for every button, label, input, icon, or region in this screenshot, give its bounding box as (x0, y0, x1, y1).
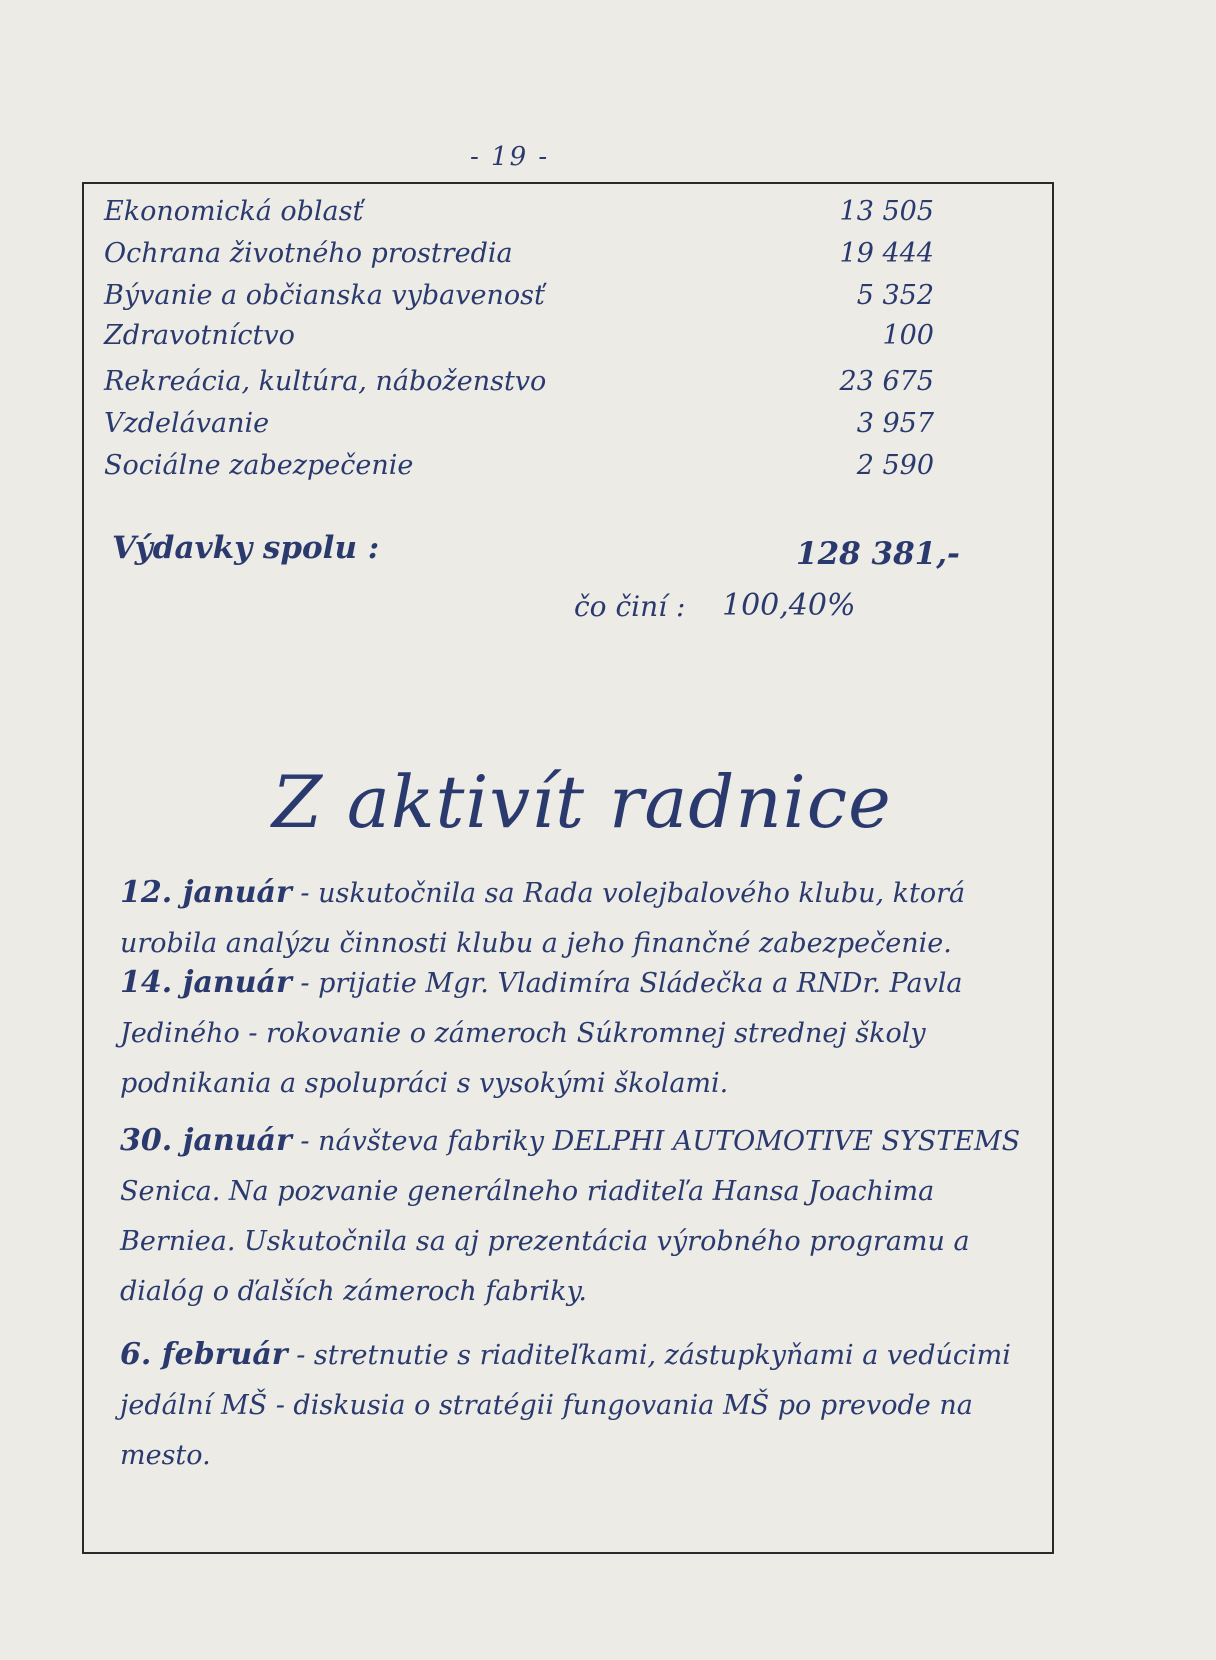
budget-value: 23 675 (839, 366, 934, 397)
percent-label: čo činí : (574, 590, 686, 623)
entry-text: - návšteva fabriky DELPHI AUTOMOTIVE SYSTEMS Senica. Na pozvanie generálneho riaditeľa Hansa Joachima Berniea. Uskutočnila sa aj prezentácia výrobného programu a dialóg o ďalších zámeroch fabriky. (120, 1126, 1021, 1307)
budget-value: 100 (882, 320, 934, 351)
budget-row (104, 408, 934, 444)
entry-text: - prijatie Mgr. Vladimíra Sládečka a RNDr. Pavla Jediného - rokovanie o zámeroch Súkromnej strednej školy podnikania a spolupráci s vysokými školami. (120, 968, 963, 1099)
budget-row (104, 366, 934, 402)
budget-value: 5 352 (856, 280, 934, 311)
budget-label: Vzdelávanie (104, 408, 270, 439)
entry-date: 6. február (120, 1337, 288, 1372)
budget-label: Ochrana životného prostredia (104, 238, 513, 269)
chronicle-entry (120, 1116, 1050, 1317)
entry-date: 30. január (120, 1123, 292, 1158)
budget-label: Ekonomická oblasť (104, 196, 364, 227)
entry-text: - uskutočnila sa Rada volejbalového klubu, ktorá urobila analýzu činnosti klubu a jeho finančné zabezpečenie. (120, 878, 966, 959)
budget-row (104, 450, 934, 486)
budget-value: 2 590 (856, 450, 934, 481)
budget-label: Bývanie a občianska vybavenosť (104, 280, 545, 311)
budget-value: 19 444 (839, 238, 934, 269)
entry-date: 14. január (120, 965, 292, 1000)
budget-value: 13 505 (839, 196, 934, 227)
budget-label: Sociálne zabezpečenie (104, 450, 414, 481)
page-number: - 19 - (470, 142, 550, 172)
percent-value: 100,40% (722, 588, 856, 623)
budget-label: Rekreácia, kultúra, náboženstvo (104, 366, 547, 397)
budget-row (104, 196, 934, 232)
total-label: Výdavky spolu : (112, 530, 380, 566)
entry-date: 12. január (120, 875, 292, 910)
entry-text: - stretnutie s riaditeľkami, zástupkyňami a vedúcimi jedální MŠ - diskusia o stratégii fungovania MŠ po prevode na mesto. (120, 1340, 1011, 1471)
budget-value: 3 957 (856, 408, 934, 439)
total-value: 128 381,- (796, 536, 960, 572)
chronicle-entry (120, 958, 1050, 1109)
budget-row (104, 320, 934, 356)
budget-row (104, 238, 934, 274)
chronicle-entry (120, 1330, 1050, 1481)
budget-label: Zdravotníctvo (104, 320, 295, 351)
chronicle-entry (120, 868, 1050, 969)
section-title: Z aktivít radnice (272, 760, 892, 844)
budget-row (104, 280, 934, 316)
